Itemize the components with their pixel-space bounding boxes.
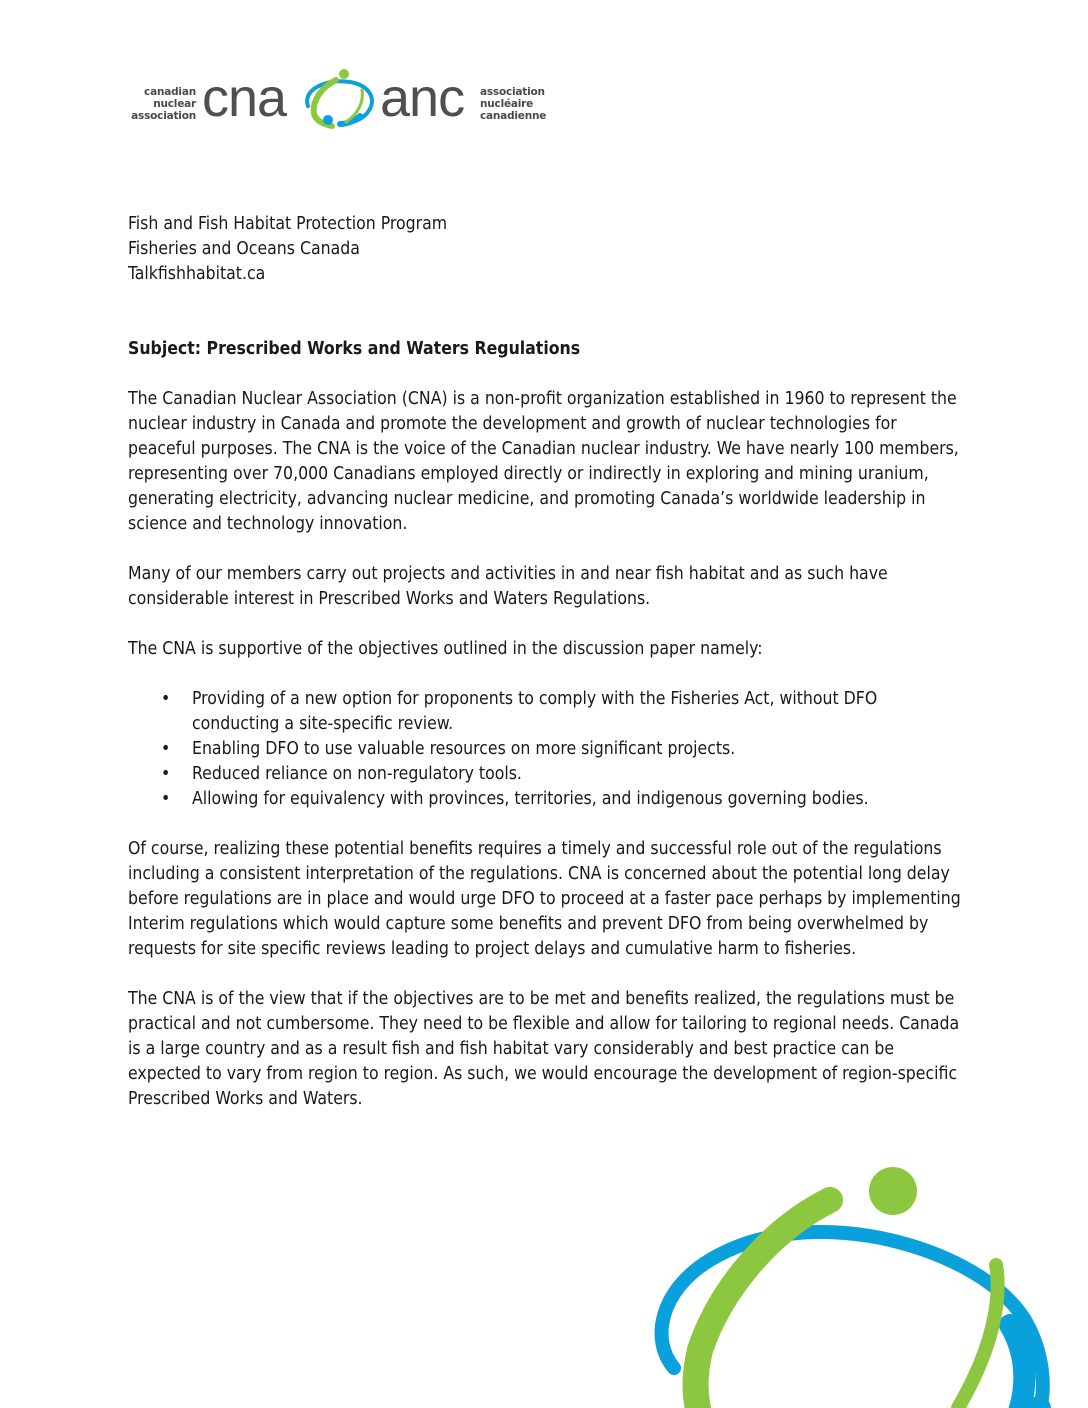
atom-emblem-icon [298, 68, 380, 130]
letter-body [128, 212, 968, 1137]
objectives-list [128, 687, 968, 812]
logo-english-name [128, 86, 196, 122]
address-line-3: Talkfishhabitat.ca [128, 264, 266, 284]
subject-line: Subject: Prescribed Works and Waters Regulations [128, 339, 581, 359]
list-item: • Allowing for equivalency with provinces, territories, and indigenous governing bodies. [192, 787, 968, 812]
address-line-2: Fisheries and Oceans Canada [128, 239, 360, 259]
address-line-1: Fish and Fish Habitat Protection Program [128, 214, 448, 234]
logo-text: nuclear [153, 98, 196, 110]
paragraph-concerns: Of course, realizing these potential benefits requires a timely and successful role out of the regulations including a consistent interpretation of the regulations. CNA is concerned about the potential long delay before regulations are in place and would urge DFO to proceed at a faster pace perhaps by implementing Interim regulations which would capture some benefits and prevent DFO from being overwhelmed by requests for site specific reviews leading to project delays and cumulative harm to fisheries. [128, 839, 961, 959]
logo-text: canadienne [480, 110, 547, 122]
logo-cna-wordmark: cna [202, 68, 287, 128]
list-item: • Reduced reliance on non-regulatory tools. [192, 762, 968, 787]
logo-text: association [480, 86, 545, 98]
list-item: • Enabling DFO to use valuable resources on more significant projects. [192, 737, 968, 762]
logo-text: nucléaire [480, 98, 534, 110]
paragraph-view: The CNA is of the view that if the objectives are to be met and benefits realized, the regulations must be practical and not cumbersome. They need to be flexible and allow for tailoring to regional needs. Canada is a large country and as a result fish and fish habitat vary considerably and best practice can be expected to vary from region to region. As such, we would encourage the development of region-specific Prescribed Works and Waters. [128, 989, 960, 1109]
logo-text: canadian [144, 86, 196, 98]
decorative-swirl-icon [640, 1150, 1088, 1408]
recipient-address [128, 212, 968, 287]
logo-text: association [131, 110, 196, 122]
logo-anc-wordmark: anc [380, 68, 465, 128]
logo-french-name [480, 86, 546, 122]
paragraph-members: Many of our members carry out projects and activities in and near fish habitat and as such have considerable interest in Prescribed Works and Waters Regulations. [128, 564, 888, 609]
paragraph-objectives-lead: The CNA is supportive of the objectives outlined in the discussion paper namely: [128, 639, 763, 659]
list-item: • Providing of a new option for proponents to comply with the Fisheries Act, without DFO conducting a site-specific review. [192, 687, 968, 737]
cna-anc-logo [128, 66, 548, 132]
paragraph-intro: The Canadian Nuclear Association (CNA) is a non-profit organization established in 1960 to represent the nuclear industry in Canada and promote the development and growth of nuclear technologies for peaceful purposes. The CNA is the voice of the Canadian nuclear industry. We have nearly 100 members, representing over 70,000 Canadians employed directly or indirectly in exploring and mining uranium, generating electricity, advancing nuclear medicine, and promoting Canada’s worldwide leadership in science and technology innovation. [128, 389, 959, 534]
